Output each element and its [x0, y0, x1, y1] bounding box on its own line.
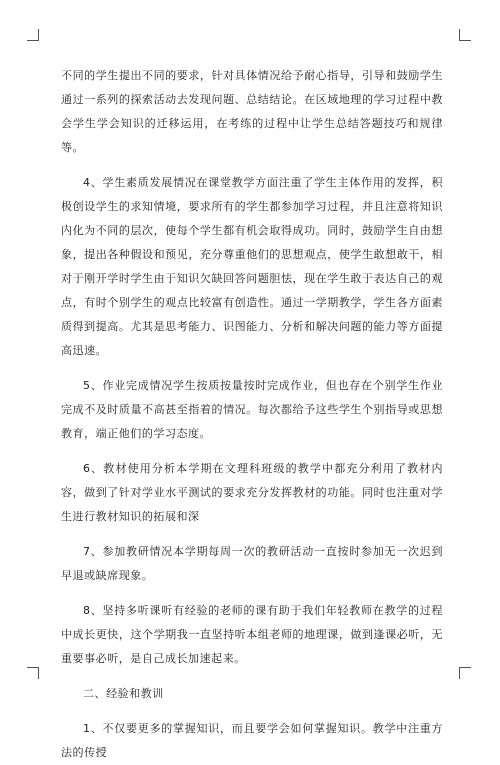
crop-mark-bottom-left	[27, 667, 39, 679]
crop-mark-top-right	[459, 29, 471, 41]
crop-mark-top-left	[27, 29, 39, 41]
section-heading-experience: 二、经验和教训	[83, 687, 164, 700]
paragraph-student-development: 4、学生素质发展情况在课堂教学方面注重了学生主体作用的发挥，积极创设学生的求知情境，要求所有的学生都参加学习过程，并且注意将知识内化为不同的层次，使每个学生都有机会取得成功。同时，鼓励学生自由想象，提出各种假设和预见，充分尊重他们的思想观点，使学生敢想敢干，相对于刚开学时学生由于知识欠缺回答问题胆怯，现在学生敢于表达自己的观点，有时个别学生的观点比较富有创造性。通过一学期教学，学生各方面素质得到提高。尤其是思考能力、识图能力、分析和解决问题的能力等方面提高迅速。	[61, 176, 443, 357]
document-body	[61, 64, 443, 759]
paragraph-homework: 5、作业完成情况学生按质按量按时完成作业，但也存在个别学生作业完成不及时质量不高甚至指着的情况。每次都给予这些学生个别指导或思想教育，端正他们的学习态度。	[61, 379, 443, 440]
paragraph-continued: 不同的学生提出不同的要求，针对具体情况给予耐心指导，引导和鼓励学生通过一系列的探索活动去发现问题、总结结论。在区域地理的学习过程中教会学生学会知识的迁移运用，在考练的过程中让学生总结答题技巧和规律等。	[61, 69, 443, 154]
paragraph-knowledge-methods: 1、不仅要更多的掌握知识，而且要学会如何掌握知识。教学中注重方法的传授	[61, 722, 443, 759]
paragraph-textbook-use: 6、教材使用分析本学期在文理科班级的教学中都充分利用了教材内容，做到了针对学业水平测试的要求充分发挥教材的功能。同时也注重对学生进行教材知识的拓展和深	[61, 462, 443, 523]
paragraph-lesson-observation: 8、坚持多听课听有经验的老师的课有助于我们年轻教师在教学的过程中成长更快，这个学期我一直坚持听本组老师的地理课，做到逢课必听，无重要事必听，是自己成长加速起来。	[61, 604, 443, 665]
crop-mark-bottom-right	[459, 667, 471, 679]
paragraph-teaching-research: 7、参加教研情况本学期每周一次的教研活动一直按时参加无一次迟到早退或缺席现象。	[61, 545, 443, 582]
